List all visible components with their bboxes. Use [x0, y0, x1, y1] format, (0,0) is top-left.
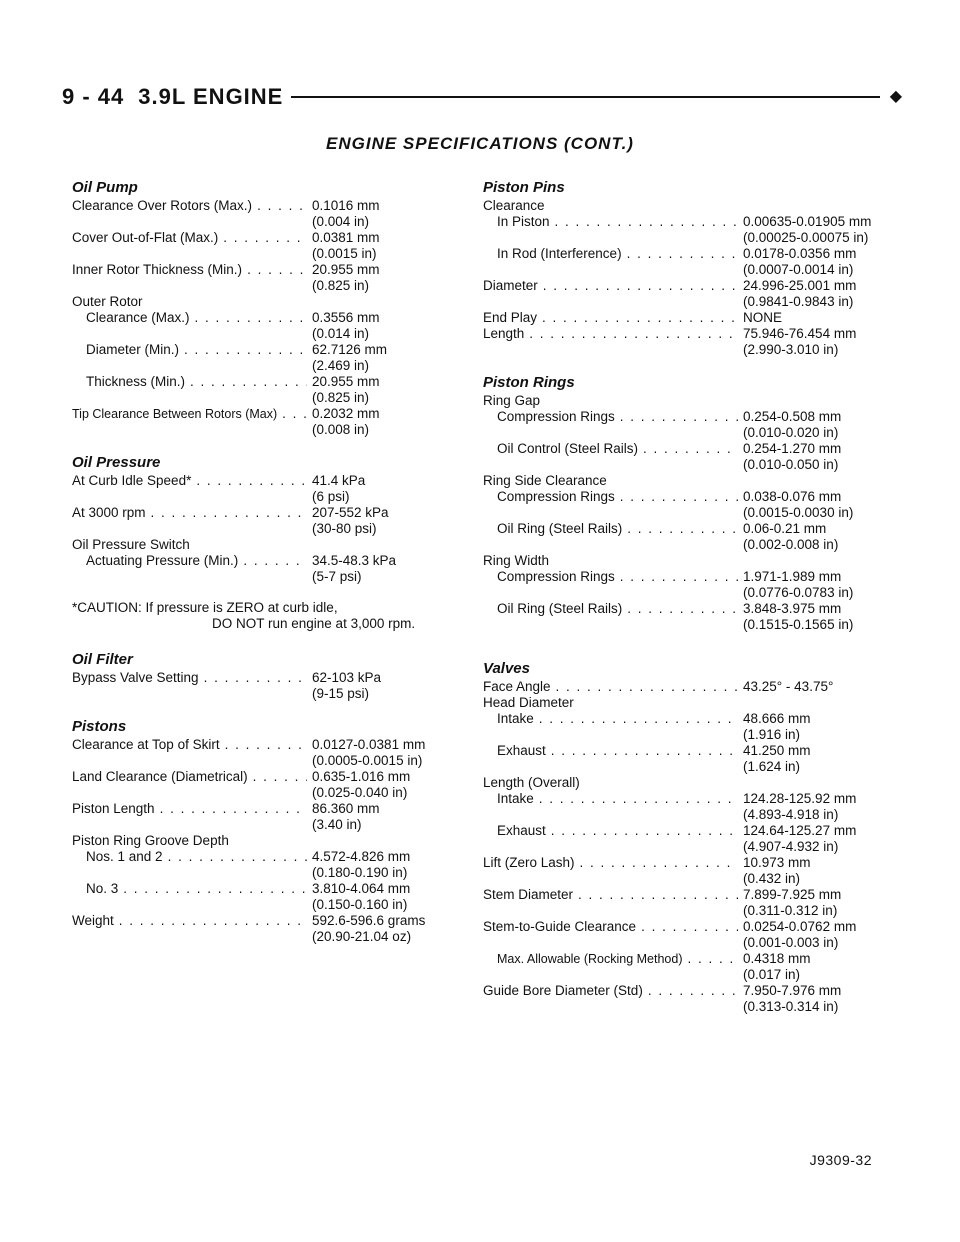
spec-value-alt: (0.1515-0.1565 in) [743, 617, 854, 632]
spec-label: Actuating Pressure (Min.) [86, 553, 239, 568]
spec-group-label: Length (Overall) [483, 775, 580, 790]
spec-row [72, 913, 452, 945]
spec-label: Guide Bore Diameter (Std) [483, 983, 643, 998]
spec-value: 10.973 mm [743, 855, 811, 870]
spec-label: Land Clearance (Diametrical) [72, 769, 248, 784]
spec-value: 41.250 mm [743, 743, 811, 758]
spec-value-alt: (0.008 in) [312, 422, 370, 437]
spec-row [72, 342, 452, 374]
spec-row [72, 406, 452, 438]
spec-row [72, 670, 452, 702]
spec-label: Tip Clearance Between Rotors (Max) [72, 407, 278, 421]
spec-group-label: Piston Ring Groove Depth [72, 833, 229, 848]
spec-value-alt: (5-7 psi) [312, 569, 362, 584]
spec-value: 20.955 mm [312, 262, 380, 277]
spec-label: Bypass Valve Setting [72, 670, 199, 685]
section-title: Pistons [72, 718, 127, 735]
spec-label: Clearance Over Rotors (Max.) [72, 198, 253, 213]
spec-label: At 3000 rpm [72, 505, 146, 520]
spec-value: 0.0381 mm [312, 230, 380, 245]
spec-label: Thickness (Min.) [86, 374, 186, 389]
spec-value-alt: (0.825 in) [312, 390, 370, 405]
piston-pins-section [483, 178, 903, 358]
spec-row [72, 473, 452, 505]
spec-value: 0.0178-0.0356 mm [743, 246, 857, 261]
spec-value: NONE [743, 310, 783, 325]
spec-label: Weight [72, 913, 114, 928]
spec-label: Lift (Zero Lash) [483, 855, 575, 870]
spec-label: Length [483, 326, 525, 341]
spec-value: 124.28-125.92 mm [743, 791, 857, 806]
figure-code: J9309-32 [809, 1152, 872, 1168]
spec-label: Cover Out-of-Flat (Max.) [72, 230, 219, 245]
spec-label: Diameter [483, 278, 538, 293]
pistons-section [72, 717, 452, 945]
spec-row [483, 441, 903, 473]
spec-row [483, 711, 903, 743]
spec-value-alt: (20.90-21.04 oz) [312, 929, 412, 944]
section-title: Oil Pressure [72, 454, 161, 471]
spec-value: 0.00635-0.01905 mm [743, 214, 872, 229]
spec-label: Compression Rings [497, 409, 615, 424]
oil-pressure-section [72, 453, 452, 585]
page-header [62, 82, 902, 112]
spec-value-alt: (0.0015 in) [312, 246, 377, 261]
spec-value: 0.635-1.016 mm [312, 769, 411, 784]
header-rule [291, 96, 879, 98]
spec-row [483, 409, 903, 441]
spec-value: 4.572-4.826 mm [312, 849, 411, 864]
spec-row [72, 230, 452, 262]
spec-row [483, 823, 903, 855]
spec-row [72, 505, 452, 537]
spec-value-alt: (0.825 in) [312, 278, 370, 293]
spec-value-alt: (0.432 in) [743, 871, 801, 886]
spec-value-alt: (6 psi) [312, 489, 350, 504]
spec-label: In Rod (Interference) [497, 246, 622, 261]
spec-value-alt: (0.311-0.312 in) [743, 903, 838, 918]
spec-row [483, 919, 903, 951]
spec-row [483, 679, 903, 695]
spec-value-alt: (0.002-0.008 in) [743, 537, 839, 552]
spec-value-alt: (0.180-0.190 in) [312, 865, 408, 880]
section-title: Oil Pump [72, 179, 138, 196]
spec-group-label: Ring Gap [483, 393, 541, 408]
spec-label: Stem-to-Guide Clearance [483, 919, 637, 934]
spec-label: Compression Rings [497, 489, 615, 504]
section-title: Piston Pins [483, 179, 565, 196]
spec-value: 0.06-0.21 mm [743, 521, 827, 536]
spec-value-alt: (0.0776-0.0783 in) [743, 585, 854, 600]
spec-value: 124.64-125.27 mm [743, 823, 857, 838]
spec-value-alt: (30-80 psi) [312, 521, 377, 536]
spec-value: 62.7126 mm [312, 342, 388, 357]
spec-value: 7.950-7.976 mm [743, 983, 842, 998]
spec-value: 0.038-0.076 mm [743, 489, 842, 504]
spec-value: 48.666 mm [743, 711, 811, 726]
spec-value: 592.6-596.6 grams [312, 913, 426, 928]
spec-row [483, 214, 903, 246]
spec-label: Clearance at Top of Skirt [72, 737, 220, 752]
diamond-icon: ◆ [889, 88, 902, 105]
section-title: Piston Rings [483, 374, 575, 391]
spec-value: 0.0254-0.0762 mm [743, 919, 857, 934]
spec-value-alt: (0.001-0.003 in) [743, 935, 839, 950]
spec-row [483, 326, 903, 358]
spec-label: End Play [483, 310, 538, 325]
spec-value-alt: (0.014 in) [312, 326, 370, 341]
page-title: ENGINE SPECIFICATIONS (CONT.) [326, 134, 634, 153]
spec-label: Oil Ring (Steel Rails) [497, 601, 623, 616]
spec-value: 3.810-4.064 mm [312, 881, 411, 896]
spec-value-alt: (1.916 in) [743, 727, 801, 742]
spec-value-alt: (0.0007-0.0014 in) [743, 262, 854, 277]
spec-row [72, 262, 452, 294]
spec-value-alt: (0.017 in) [743, 967, 801, 982]
spec-value: 3.848-3.975 mm [743, 601, 842, 616]
spec-row [72, 801, 452, 833]
spec-row [483, 601, 903, 633]
section-title: Valves [483, 660, 530, 677]
spec-row [72, 769, 452, 801]
caution-line-2: DO NOT run engine at 3,000 rpm. [212, 616, 416, 631]
spec-row [483, 983, 903, 1015]
spec-value-alt: (4.893-4.918 in) [743, 807, 839, 822]
spec-value-alt: (0.004 in) [312, 214, 370, 229]
spec-row [483, 310, 903, 326]
spec-value-alt: (0.010-0.020 in) [743, 425, 839, 440]
spec-group-label: Oil Pressure Switch [72, 537, 190, 552]
spec-value: 0.3556 mm [312, 310, 380, 325]
spec-label: At Curb Idle Speed* [72, 473, 192, 488]
caution-note [72, 600, 452, 632]
spec-label: No. 3 [86, 881, 119, 896]
spec-group-label: Head Diameter [483, 695, 574, 710]
oil-filter-section [72, 650, 452, 702]
valves-section [483, 659, 903, 1015]
spec-value: 0.254-0.508 mm [743, 409, 842, 424]
spec-row [483, 489, 903, 521]
piston-rings-section [483, 373, 903, 633]
section-title: Oil Filter [72, 651, 133, 668]
spec-value: 7.899-7.925 mm [743, 887, 842, 902]
spec-label: Intake [497, 791, 534, 806]
spec-label: Oil Ring (Steel Rails) [497, 521, 623, 536]
spec-value-alt: (0.9841-0.9843 in) [743, 294, 854, 309]
left-column [72, 172, 452, 960]
page-number: 9 - 44 [62, 84, 125, 109]
right-column [483, 172, 903, 1030]
spec-value: 207-552 kPa [312, 505, 389, 520]
engine-heading: 3.9L ENGINE [138, 84, 284, 109]
oil-pump-section [72, 178, 452, 438]
spec-label: Piston Length [72, 801, 155, 816]
spec-row [72, 881, 452, 913]
spec-value-alt: (0.0015-0.0030 in) [743, 505, 854, 520]
spec-label: Exhaust [497, 743, 546, 758]
spec-row [483, 855, 903, 887]
spec-row [483, 951, 903, 983]
spec-value-alt: (9-15 psi) [312, 686, 370, 701]
spec-value-alt: (0.0005-0.0015 in) [312, 753, 423, 768]
spec-value-alt: (3.40 in) [312, 817, 362, 832]
spec-row [483, 278, 903, 310]
caution-line-1: *CAUTION: If pressure is ZERO at curb idle, [72, 600, 338, 615]
spec-value: 86.360 mm [312, 801, 380, 816]
spec-value-alt: (0.010-0.050 in) [743, 457, 839, 472]
spec-label: Stem Diameter [483, 887, 574, 902]
spec-label: Exhaust [497, 823, 546, 838]
spec-value-alt: (0.313-0.314 in) [743, 999, 839, 1014]
spec-label: Compression Rings [497, 569, 615, 584]
spec-label: Max. Allowable (Rocking Method) [497, 952, 683, 966]
spec-value-alt: (0.025-0.040 in) [312, 785, 408, 800]
spec-row [72, 737, 452, 769]
spec-label: Diameter (Min.) [86, 342, 180, 357]
spec-row [483, 246, 903, 278]
spec-value: 43.25° - 43.75° [743, 679, 834, 694]
spec-row [483, 887, 903, 919]
spec-group-label: Ring Width [483, 553, 550, 568]
spec-value: 0.1016 mm [312, 198, 380, 213]
spec-row [72, 553, 452, 585]
spec-label: Clearance (Max.) [86, 310, 190, 325]
spec-row [483, 791, 903, 823]
spec-value-alt: (4.907-4.932 in) [743, 839, 839, 854]
spec-label: In Piston [497, 214, 550, 229]
spec-value: 1.971-1.989 mm [743, 569, 842, 584]
spec-group-label: Clearance [483, 198, 545, 213]
spec-value-alt: (2.469 in) [312, 358, 370, 373]
spec-row [483, 569, 903, 601]
spec-value: 62-103 kPa [312, 670, 382, 685]
spec-row [72, 310, 452, 342]
spec-value: 34.5-48.3 kPa [312, 553, 397, 568]
spec-value-alt: (0.150-0.160 in) [312, 897, 408, 912]
spec-value: 0.4318 mm [743, 951, 811, 966]
spec-value: 0.2032 mm [312, 406, 380, 421]
spec-value: 0.254-1.270 mm [743, 441, 842, 456]
spec-value-alt: (0.00025-0.00075 in) [743, 230, 869, 245]
spec-value-alt: (2.990-3.010 in) [743, 342, 839, 357]
spec-value: 41.4 kPa [312, 473, 366, 488]
spec-value-alt: (1.624 in) [743, 759, 801, 774]
spec-row [483, 521, 903, 553]
spec-label: Nos. 1 and 2 [86, 849, 163, 864]
spec-label: Face Angle [483, 679, 551, 694]
spec-row [72, 374, 452, 406]
spec-label: Inner Rotor Thickness (Min.) [72, 262, 243, 277]
spec-value: 0.0127-0.0381 mm [312, 737, 426, 752]
spec-label: Oil Control (Steel Rails) [497, 441, 639, 456]
spec-row [483, 743, 903, 775]
spec-row [72, 849, 452, 881]
spec-value: 24.996-25.001 mm [743, 278, 857, 293]
spec-group-label: Ring Side Clearance [483, 473, 607, 488]
spec-row [72, 198, 452, 230]
spec-value: 75.946-76.454 mm [743, 326, 857, 341]
spec-value: 20.955 mm [312, 374, 380, 389]
spec-label: Intake [497, 711, 534, 726]
spec-group-label: Outer Rotor [72, 294, 143, 309]
